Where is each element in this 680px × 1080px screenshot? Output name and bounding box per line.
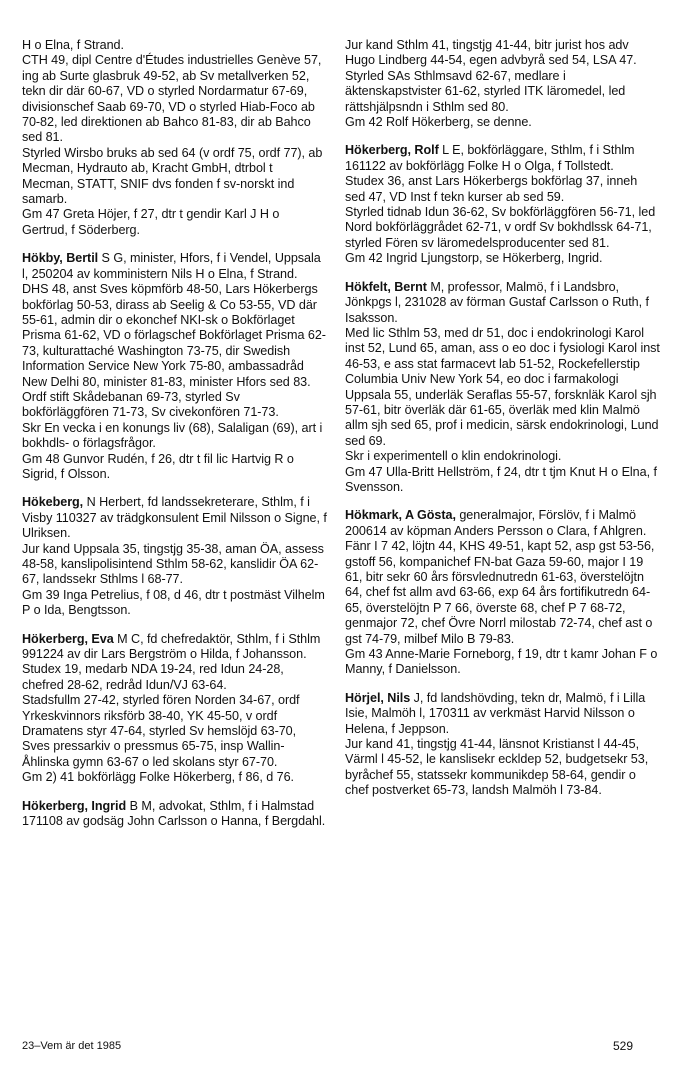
entry-name: Hökerberg, Rolf xyxy=(345,143,439,158)
entry-name: Hökeberg, xyxy=(22,495,84,510)
entry-intro: L E, bokförläggare, Sthlm, f i Sthlm 161122 av bokförlägg Folke H o Olga, f Tollstedt. xyxy=(345,143,635,173)
entry-name: Hökerberg, Ingrid xyxy=(22,798,127,813)
entry-paragraph: DHS 48, anst Sves köpmförb 48-50, Lars Hökerbergs bokförlag 50-53, dirass ab Seelig & Co 53-55, VD där 55-61, admin dir o ekonchef NKI-sk o Bokförlaget Prisma 61-62, VD o förlagschef Bokförlaget Prisma 62-73, kulturattaché Washington 73-75, dir Swedish Information Service New York 75-80, ambassadråd New Delhi 80, minister 81-83, minister Hfors sed 83. xyxy=(22,282,326,389)
entry-paragraph: Fänr I 7 42, löjtn 44, KHS 49-51, kapt 52, asp gst 53-56, gstoff 56, kompanichef FN-bat Gaza 59-60, major I 19 61, bitr sekr 60 års försvlednutredn 61-63, överstelöjtn 64, chef fst allm avd 63-66, exp 64 års fortifikutredn 64-65, överstelöjtn P 7 66, överste 68, chef P 7 68-72, genmajor 72, chef Övre Norrl milostab 72-74, chef ast o gst 74-79, milbef Milo B 79-83. xyxy=(345,539,655,646)
entry-header xyxy=(22,632,327,663)
entry-paragraph: Gm 48 Gunvor Rudén, f 26, dtr t fil lic Hartvig R o Sigrid, f Olsson. xyxy=(22,451,294,481)
entry-paragraph: Skr En vecka i en konungs liv (68), Salaligan (69), art i bokhdls- o förlagsfrågor. xyxy=(22,420,323,451)
entry-paragraph: Stadsfullm 27-42, styrled fören Norden 34-67, ordf Yrkeskvinnors riksförb 38-40, YK 45-50, v ordf Dramatens styr 47-64, styrled Sv hemslöjd 63-70, Sves pressarkiv o pressmus 65-75, insp Wallin-Åhlinska gymn 63-67 o led skolans styr 67-70. xyxy=(22,693,300,769)
entry-name: Hökfelt, Bernt xyxy=(345,279,427,294)
entry-paragraph: CTH 49, dipl Centre d'Études industrielles Genève 57, ing ab Surte glasbruk 49-52, ab Sv metallverken 52, tekn dir där 60-67, VD o styrled Nordarmatur 67-69, divisionschef Saab 69-70, VD o styrled Hiab-Foco ab 70-82, led direktionen ab Bahco 81-83, dir ab Bahco sed 81. xyxy=(22,53,322,145)
entry-header xyxy=(22,799,327,830)
entry-name: Hökby, Bertil xyxy=(22,251,99,266)
entry-paragraph: Skr i experimentell o klin endokrinologi. xyxy=(345,449,562,464)
continuation-entry xyxy=(22,38,327,238)
entry-paragraph: Jur kand Uppsala 35, tingstjg 35-38, aman ÖA, assess 48-58, kanslipolisintend Sthlm 58-62, kanslidir ÖA 62-67, landssekr Sthlms l 68-77. xyxy=(22,541,324,587)
entry-intro: M, professor, Malmö, f i Landsbro, Jönkpgs l, 231028 av förman Gustaf Carlsson o Ruth, f Isaksson. xyxy=(345,279,649,325)
biography-entry xyxy=(345,508,660,677)
page-number: 529 xyxy=(613,1039,634,1053)
biography-entry xyxy=(345,280,660,496)
entry-paragraph: Gm 47 Greta Höjer, f 27, dtr t gendir Karl J H o Gertrud, f Söderberg. xyxy=(22,207,280,237)
entry-paragraph: Jur kand Sthlm 41, tingstjg 41-44, bitr jurist hos adv Hugo Lindberg 44-54, egen advbyrå sed 54, LSA 47. xyxy=(345,38,637,68)
entry-header xyxy=(345,691,660,737)
entry-intro: J, fd landshövding, tekn dr, Malmö, f i Lilla Isie, Malmöh l, 170311 av verkmäst Harvid Nilsson o Helena, f Jeppson. xyxy=(345,690,646,736)
entry-paragraph: Gm 47 Ulla-Britt Hellström, f 24, dtr t tjm Knut H o Elna, f Svensson. xyxy=(345,464,657,494)
entry-paragraph: H o Elna, f Strand. xyxy=(22,38,124,52)
entry-header xyxy=(345,280,660,326)
biography-entry xyxy=(22,632,327,786)
entry-paragraph: Gm 39 Inga Petrelius, f 08, d 46, dtr t postmäst Vilhelm P o Ida, Bengtsson. xyxy=(22,587,325,618)
entry-header xyxy=(345,508,660,539)
entry-paragraph: Studex 19, medarb NDA 19-24, red Idun 24-28, chefred 28-62, redråd Idun/VJ 63-64. xyxy=(22,662,284,692)
biography-entry xyxy=(345,143,660,266)
entry-name: Hökmark, A Gösta, xyxy=(345,508,456,523)
entry-paragraph: Gm 43 Anne-Marie Forneborg, f 19, dtr t kamr Johan F o Manny, f Danielsson. xyxy=(345,647,658,677)
biography-entry xyxy=(22,799,327,830)
continuation-entry xyxy=(345,38,660,130)
entry-intro: S G, minister, Hfors, f i Vendel, Uppsala l, 250204 av komministern Nils H o Elna, f Strand. xyxy=(22,251,321,281)
entry-paragraph: Gm 2) 41 bokförlägg Folke Hökerberg, f 86, d 76. xyxy=(22,770,295,785)
entry-name: Hökerberg, Eva xyxy=(22,631,114,646)
entry-intro: M C, fd chefredaktör, Sthlm, f i Sthlm 991224 av dir Lars Bergström o Hilda, f Johansson. xyxy=(22,631,321,662)
entry-paragraph: Styrled SAs Sthlmsavd 62-67, medlare i äktenskapstvister 61-62, styrled ITK läromedel, led rättshjälpsndn i Sthlm sed 80. xyxy=(345,68,626,114)
right-column xyxy=(345,38,660,812)
entry-paragraph: Styrled tidnab Idun 36-62, Sv bokförläggfören 56-71, led Nord bokförläggrådet 62-71, v ordf Sv bokhdlssk 64-71, styrled Fören sv läromedelsproducenter sed 81. xyxy=(345,205,656,250)
entry-header xyxy=(22,251,327,282)
entry-paragraph: Gm 42 Rolf Hökerberg, se denne. xyxy=(345,115,532,130)
entry-name: Hörjel, Nils xyxy=(345,690,411,705)
entry-intro: B M, advokat, Sthlm, f i Halmstad 171108 av godsäg John Carlsson o Hanna, f Bergdahl. xyxy=(22,798,326,829)
entry-paragraph: Styrled Wirsbo bruks ab sed 64 (v ordf 75, ordf 77), ab Mecman, Hydrauto ab, Kracht GmbH, dtrbol t Mecman, STATT, SNIF dvs fonden f sv-norskt ind samarb. xyxy=(22,145,323,207)
biography-entry xyxy=(22,495,327,618)
left-column xyxy=(22,38,327,843)
entry-intro: N Herbert, fd landssekreterare, Sthlm, f i Visby 110327 av trädgkonsulent Emil Nilsson o Signe, f Ulriksen. xyxy=(22,495,327,541)
entry-paragraph: Jur kand 41, tingstjg 41-44, länsnot Kristianst l 44-45, Värml l 45-52, le kanslisekr eckldep 52, budgetsekr 53, byråchef 55, statssekr kommunikdep 58-64, gendir o chef postverket 65-73, landsh Malmöh l 73-84. xyxy=(345,737,649,798)
entry-paragraph: Studex 36, anst Lars Hökerbergs bokförlag 37, inneh sed 47, VD Inst f tekn kurser ab sed 59. xyxy=(345,174,638,204)
entry-paragraph: Med lic Sthlm 53, med dr 51, doc i endokrinologi Karol inst 52, Lund 65, aman, ass o eo doc i fysiologi Karol inst 46-53, e ass stat farmacevt lab 51-52, Rockefellerstip Columbia Univ New York 54, eo doc i farmakologi Uppsala 55, underläk Seraflas 55-57, forsknläk Karol sjh 57-61, bitr överläk där 61-65, överläk med klin Malmö allm sjh sed 65, prof i medicin, särsk endokrinologi, Lund sed 69. xyxy=(345,325,660,448)
entry-paragraph: Gm 42 Ingrid Ljungstorp, se Hökerberg, Ingrid. xyxy=(345,251,603,266)
entry-intro: generalmajor, Förslöv, f i Malmö 200614 av köpman Anders Persson o Clara, f Ahlgren. xyxy=(345,508,647,538)
biography-entry xyxy=(22,251,327,482)
entry-paragraph: Ordf stift Skådebanan 69-73, styrled Sv bokförläggfören 71-73, Sv civekonfören 71-73. xyxy=(22,389,279,420)
entry-header xyxy=(345,143,660,174)
running-footer: 23–Vem är det 1985 xyxy=(22,1040,122,1052)
entry-header xyxy=(22,495,327,541)
biography-entry xyxy=(345,691,660,799)
